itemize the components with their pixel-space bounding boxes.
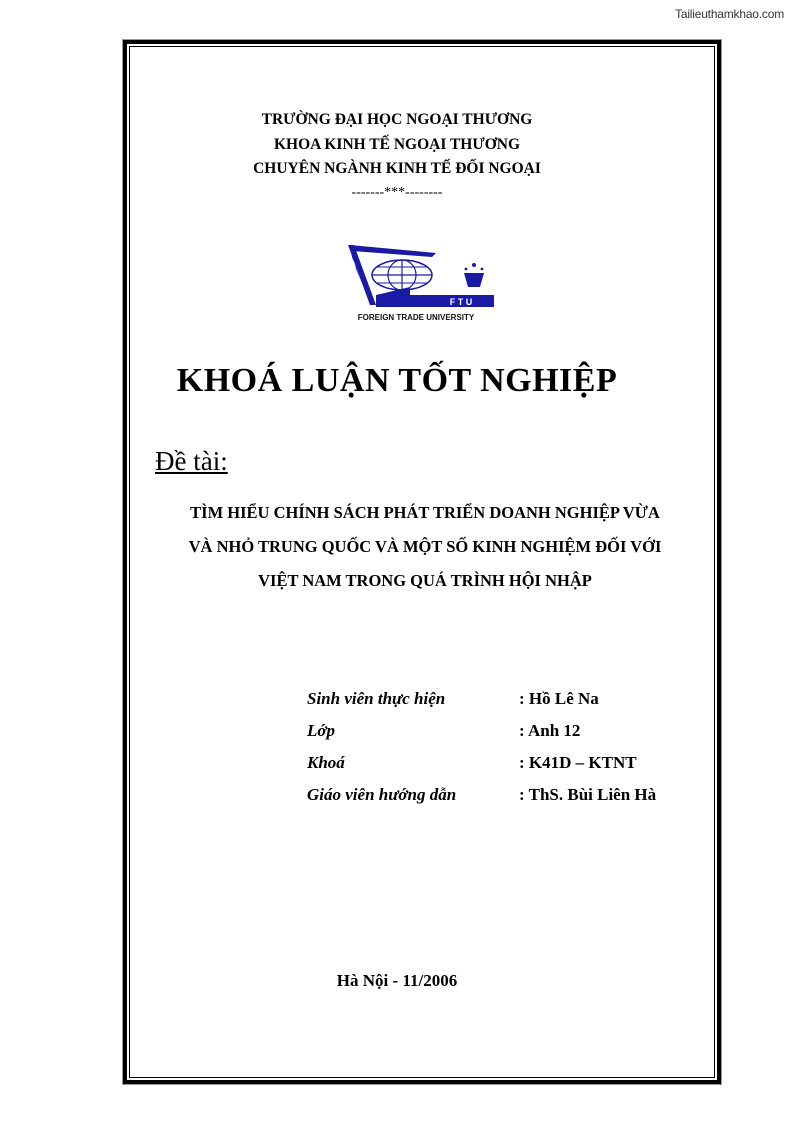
- svg-text:F T U: F T U: [449, 297, 473, 307]
- info-row-student: [307, 683, 656, 715]
- topic-title: [140, 496, 710, 598]
- info-row-cohort: [307, 747, 656, 779]
- info-value: : Hồ Lê Na: [519, 689, 599, 708]
- place-date: Hà Nội - 11/2006: [336, 971, 458, 990]
- university-name: TRƯỜNG ĐẠI HỌC NGOẠI THƯƠNG: [261, 111, 533, 128]
- info-label: Sinh viên thực hiện: [307, 689, 446, 708]
- info-value: : Anh 12: [519, 721, 581, 740]
- document-type-title: KHOÁ LUẬN TỐT NGHIỆP: [176, 362, 618, 399]
- topic-line: VÀ NHỎ TRUNG QUỐC VÀ MỘT SỐ KINH NGHIỆM ĐỐI VỚI: [188, 537, 662, 556]
- info-value: : K41D – KTNT: [519, 753, 637, 772]
- info-row-class: [307, 715, 656, 747]
- ftu-logo-icon: [346, 243, 496, 323]
- separator: -------***--------: [351, 184, 443, 200]
- info-label: Khoá: [307, 753, 345, 772]
- info-row-supervisor: [307, 779, 656, 811]
- watermark-link[interactable]: Tailieuthamkhao.com: [675, 7, 784, 21]
- svg-text:FOREIGN TRADE UNIVERSITY: FOREIGN TRADE UNIVERSITY: [357, 313, 475, 322]
- student-info: [307, 683, 656, 811]
- faculty-name: KHOA KINH TẾ NGOẠI THƯƠNG: [273, 135, 521, 153]
- major-name: CHUYÊN NGÀNH KINH TẾ ĐỐI NGOẠI: [253, 160, 541, 177]
- ftu-logo: [346, 243, 496, 323]
- topic-line: VIỆT NAM TRONG QUÁ TRÌNH HỘI NHẬP: [258, 571, 592, 590]
- info-label: Lớp: [307, 721, 336, 740]
- info-label: Giáo viên hướng dẫn: [307, 785, 457, 804]
- topic-line: TÌM HIỂU CHÍNH SÁCH PHÁT TRIỂN DOANH NGHIỆP VỪA: [190, 503, 660, 522]
- info-value: : ThS. Bùi Liên Hà: [519, 785, 657, 804]
- topic-label: Đề tài:: [155, 446, 228, 476]
- institution-header: [0, 108, 794, 204]
